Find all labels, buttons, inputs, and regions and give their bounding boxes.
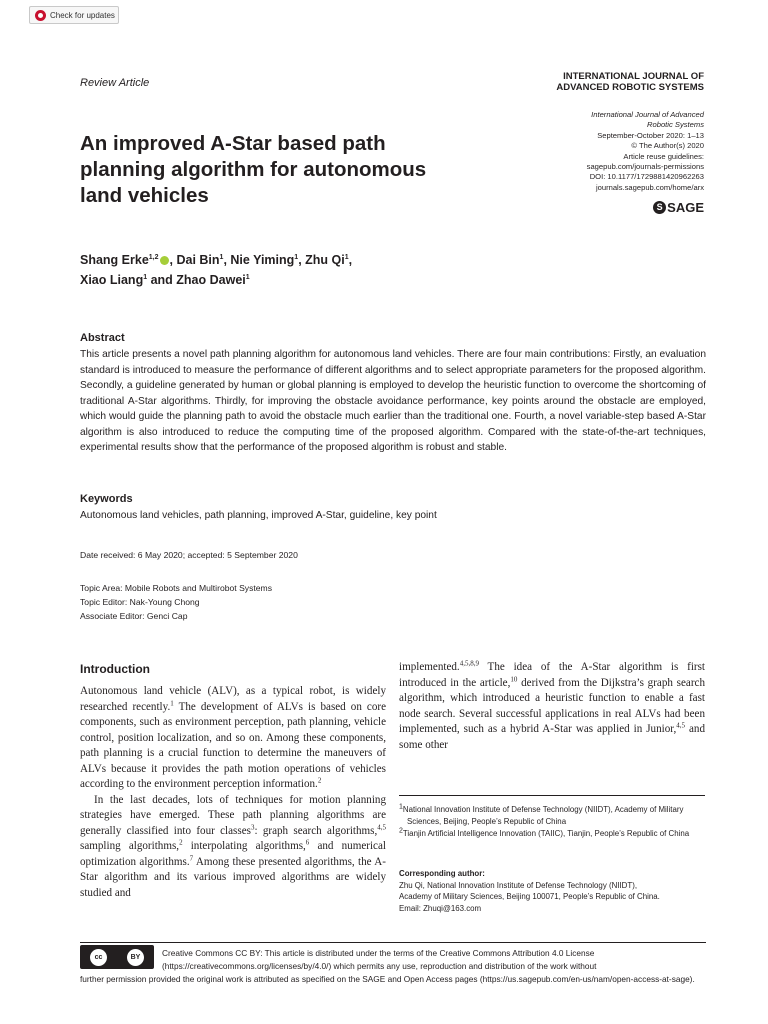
license-text-continued: further permission provided the original work is attributed as specified on the SAGE and Open Access pages (https://us.sagepub.com/en-us/nam/open-access-at-sage). (80, 974, 695, 984)
author-name: Zhu Qi (305, 253, 345, 267)
meta-doi[interactable]: DOI: 10.1177/1729881420962263 (589, 172, 704, 182)
author-affiliation-mark: 1 (245, 273, 250, 281)
abstract-text: This article presents a novel path planning algorithm for autonomous land vehicles. There are four main contributions: Firstly, an evaluation standard is introduced to measure the performance of different algorithms and to select appropriate parameters for the proposed algorithm. Secondly, a guideline generated by human or global planning is employed to develop the heuristic function to overcome the shortcoming of traditional A-Star algorithms. Thirdly, for improving the obstacle avoidance performance, key points around the obstacle are employed, which would guide the planning path to avoid the obstacle much earlier than the traditional one. Fourth, a novel variable-step based A-Star algorithm is also introduced to reduce the computing time of the proposed algorithm. Compared with the state-of-the-art techniques, experimental results show that the performance of the proposed algorithm is robust and stable. (80, 349, 706, 453)
sage-logo-text: SAGE (667, 200, 704, 215)
author-name: Nie Yiming (230, 253, 295, 267)
check-for-updates-label: Check for updates (50, 10, 115, 20)
citation-mark[interactable]: 2 (179, 838, 183, 847)
cc-icon: cc (90, 949, 107, 966)
by-icon: BY (127, 949, 144, 966)
text-run: In the last decades, lots of techniques for motion planning strategies have emerged. These path planning algorithms are generally classified into four classes (80, 793, 386, 837)
sage-logo-icon: S (653, 201, 666, 214)
topic-area: Topic Area: Mobile Robots and Multirobot Systems (80, 583, 273, 593)
meta-journal-link[interactable]: journals.sagepub.com/home/arx (595, 182, 704, 192)
body-paragraph (80, 684, 386, 793)
body-paragraph (399, 660, 705, 753)
sage-logo (653, 200, 704, 215)
text-run: sampling algorithms, (80, 840, 180, 852)
citation-mark[interactable]: 3 (250, 822, 255, 831)
check-for-updates-badge[interactable] (29, 6, 119, 24)
author-name: Zhao Dawei (176, 273, 246, 287)
title-line: planning algorithm for autonomous (80, 158, 427, 181)
article-title (80, 131, 500, 209)
text-run: : graph search algorithms, (254, 824, 378, 837)
license-divider (80, 942, 706, 943)
orcid-icon[interactable] (160, 256, 169, 265)
topic-info (80, 581, 272, 623)
author-list: Shang Erke$^{1,2}$ , Dai Bin$^1$, Nie Yiming$^1$, Zhu Qi$^1$, Xiao Liang$^1$ and Zhao Dawei$^1$ (80, 253, 353, 287)
journal-name (556, 71, 704, 93)
citation-mark[interactable]: 1 (170, 698, 174, 707)
citation-mark[interactable]: 6 (305, 838, 310, 847)
introduction-heading: Introduction (80, 662, 150, 676)
corresponding-line: Zhu Qi, National Innovation Institute of Defense Technology (NIIDT), (399, 880, 638, 890)
meta-line: September-October 2020: 1–13 (597, 130, 704, 140)
keywords-text: Autonomous land vehicles, path planning, improved A-Star, guideline, key point (80, 510, 437, 521)
text-run: and numerical optimization algorithms. (80, 840, 386, 868)
corresponding-author (399, 868, 705, 914)
text-run: Among these presented algorithms, the A-Star algorithm and its various improved algorithms are widely studied and (80, 855, 386, 899)
cc-by-logo (80, 945, 154, 969)
citation-mark[interactable]: 2 (317, 776, 322, 785)
citation-mark[interactable]: 4,5 (377, 822, 386, 831)
license-text: Creative Commons CC BY: This article is distributed under the terms of the Creative Commons Attribution 4.0 License (https://creativecommons.org/licenses/by/4.0/) which permits any use, reproduction and distribution of the work without (162, 948, 597, 971)
affiliations (399, 804, 705, 841)
journal-name-line2: ADVANCED ROBOTIC SYSTEMS (556, 82, 704, 93)
meta-line: Robotic Systems (647, 120, 704, 130)
meta-permissions-link[interactable]: sagepub.com/journals-permissions (586, 162, 704, 172)
text-run: The development of ALVs is based on core components, such as environment perception, path planning, vehicle control, position localization, and so on. Among these components, path planning is a crucial function to determine the maneuvers of ALVs because it provides the path motion operations of vehicles according to the environment perception information. (80, 700, 386, 790)
author-affiliation-mark: 1,2 (148, 253, 159, 261)
citation-mark[interactable]: 4,5,8,9 (459, 659, 479, 668)
associate-editor: Associate Editor: Genci Cap (80, 611, 188, 621)
corresponding-email[interactable]: Email: Zhuqi@163.com (399, 903, 482, 913)
author-affiliation-mark: 1 (344, 253, 349, 261)
meta-line: © The Author(s) 2020 (631, 141, 704, 151)
affiliation-item: $^2$Tianjin Artificial Intelligence Innovation (TAIIC), Tianjin, People’s Republic of China (399, 827, 690, 838)
text-run: interpolating algorithms, (182, 840, 306, 852)
body-column-right (399, 660, 705, 753)
text-run: derived from the Dijkstra’s graph search algorithm, which introduced a heuristic function to enable a fast node search. Several successful applications in real ALVs had been implemented, such as a hybrid A-Star was applied in Junior, (399, 676, 705, 735)
author-affiliation-mark: 1 (219, 253, 224, 261)
topic-editor: Topic Editor: Nak-Young Chong (80, 597, 200, 607)
author-name: Shang Erke (80, 253, 149, 267)
corresponding-line: Academy of Military Sciences, Beijing 100071, People’s Republic of China. (399, 892, 660, 901)
body-paragraph (80, 793, 386, 902)
title-line: land vehicles (80, 184, 209, 207)
dates: Date received: 6 May 2020; accepted: 5 September 2020 (80, 550, 298, 560)
citation-mark[interactable]: 7 (189, 853, 194, 862)
author-affiliation-mark: 1 (294, 253, 299, 261)
citation-mark[interactable]: 10 (510, 674, 518, 683)
title-line: An improved A-Star based path (80, 132, 386, 155)
text-run: Autonomous land vehicle (ALV), as a typical robot, is widely researched recently. (80, 685, 386, 713)
body-column-left (80, 684, 386, 901)
journal-meta (587, 110, 704, 193)
text-run: The idea of the A-Star algorithm is first introduced in the article, (399, 661, 705, 689)
text-run: implemented. (399, 661, 460, 673)
text-run: and some other (399, 723, 705, 751)
author-name: Xiao Liang (80, 273, 144, 287)
author-affiliation-mark: 1 (143, 273, 148, 281)
meta-line: International Journal of Advanced (591, 110, 704, 119)
article-type: Review Article (80, 77, 150, 89)
update-icon (35, 10, 46, 21)
meta-line: Article reuse guidelines: (623, 151, 704, 161)
author-name: Dai Bin (176, 253, 220, 267)
journal-name-line1: INTERNATIONAL JOURNAL OF (563, 71, 704, 82)
citation-mark[interactable]: 4,5 (676, 721, 686, 730)
footnote-divider (399, 795, 705, 796)
corresponding-heading: Corresponding author: (399, 869, 485, 878)
keywords-heading: Keywords (80, 493, 133, 505)
abstract-heading: Abstract (80, 332, 125, 344)
affiliation-item: $^1$National Innovation Institute of Defense Technology (NIIDT), Academy of Military Sciences, Beijing, People’s Republic of China (399, 803, 684, 826)
